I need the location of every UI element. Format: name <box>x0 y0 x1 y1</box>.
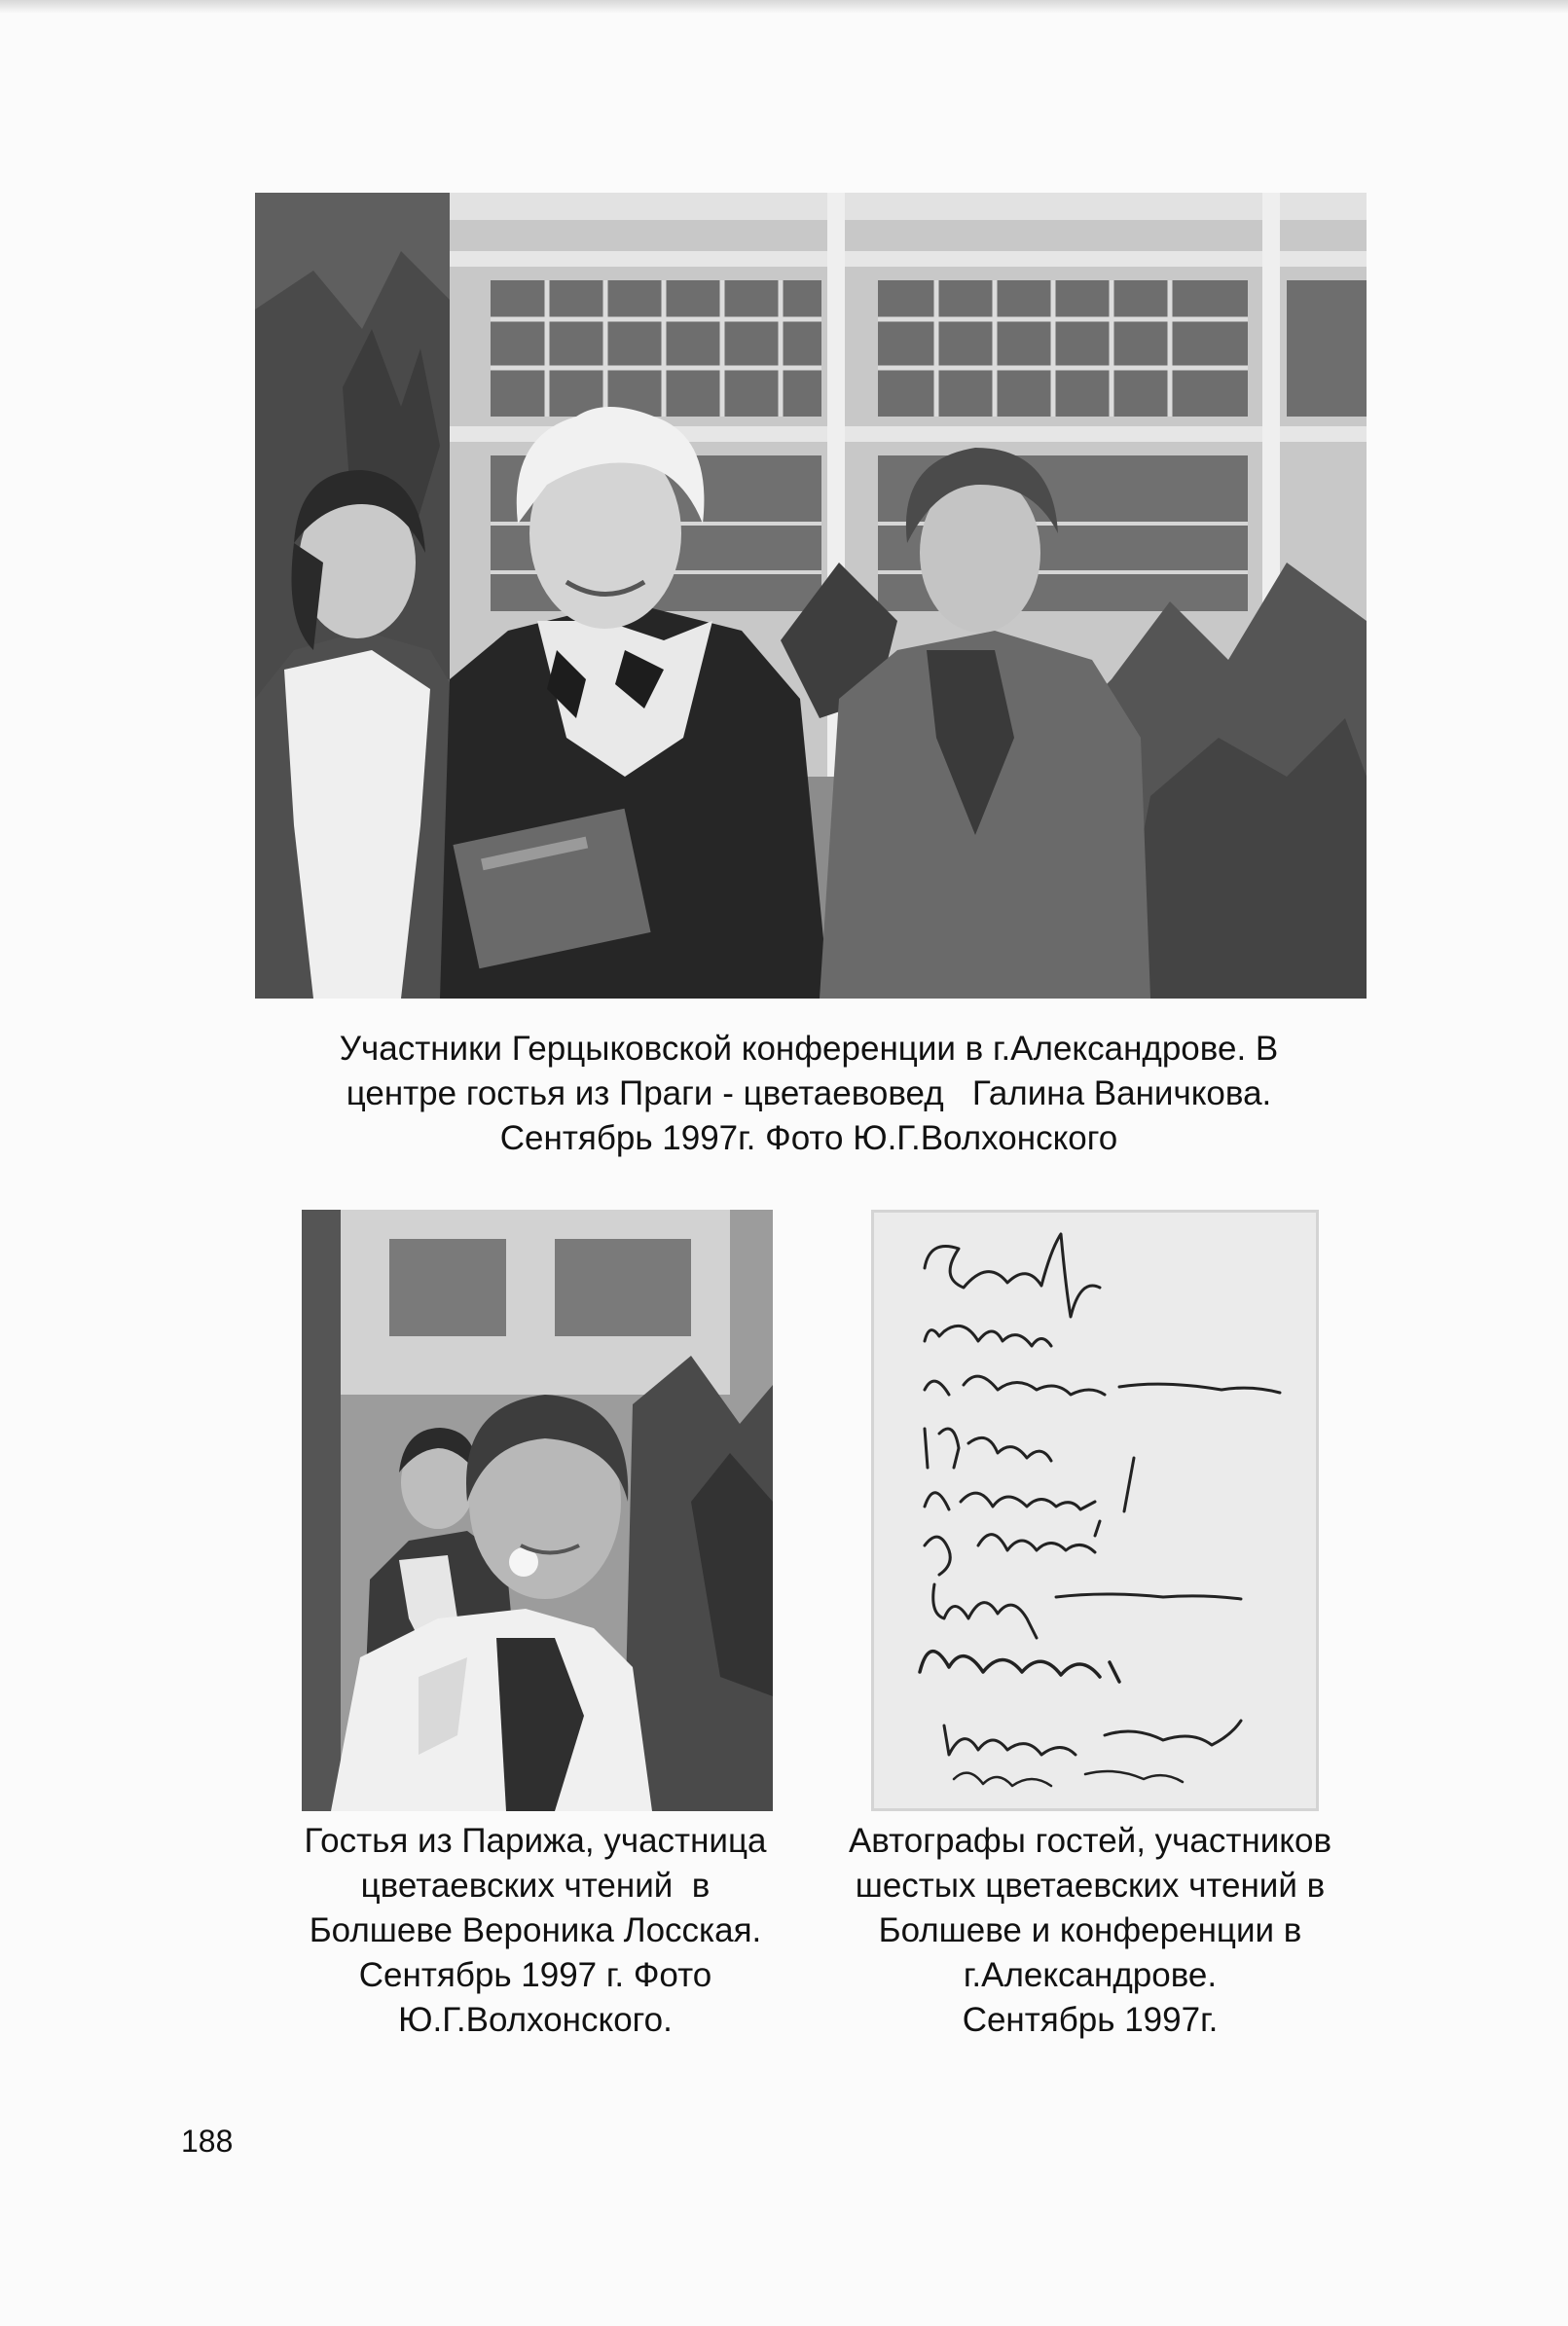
autographs-photo <box>871 1210 1319 1811</box>
group-photo-illustration <box>255 193 1367 999</box>
scan-edge-shadow <box>0 0 1568 14</box>
group-photo-conference <box>255 193 1367 999</box>
caption-top-line: Сентябрь 1997г. Фото Ю.Г.Волхонского <box>499 1119 1118 1157</box>
caption-right-line: г.Александрове. <box>963 1956 1218 1994</box>
caption-right-line: Болшеве и конференции в <box>878 1911 1302 1949</box>
portrait-photo-illustration <box>302 1210 773 1811</box>
caption-right-line: Сентябрь 1997г. <box>962 2001 1219 2039</box>
page-number: 188 <box>181 2124 234 2159</box>
caption-left-line: Ю.Г.Волхонского. <box>398 2001 673 2039</box>
caption-top-line: центре гостья из Праги - цветаевовед Галина Ваничкова. <box>346 1074 1272 1112</box>
caption-left-line: Болшеве Вероника Лосская. <box>309 1911 762 1949</box>
caption-left-line: Сентябрь 1997 г. Фото <box>358 1956 712 1994</box>
caption-left <box>224 1819 847 2043</box>
caption-top <box>225 1027 1393 1161</box>
caption-left-line: цветаевских чтений в <box>360 1867 711 1905</box>
caption-right-line: Автографы гостей, участников <box>848 1822 1332 1860</box>
photo-veronika-losskaya <box>302 1210 773 1811</box>
autographs-illustration <box>871 1210 1319 1811</box>
caption-right-line: шестых цветаевских чтений в <box>855 1867 1326 1905</box>
caption-top-line: Участники Герцыковской конференции в г.Александрове. В <box>339 1030 1279 1068</box>
caption-left-line: Гостья из Парижа, участница <box>304 1822 767 1860</box>
caption-right <box>779 1819 1402 2043</box>
